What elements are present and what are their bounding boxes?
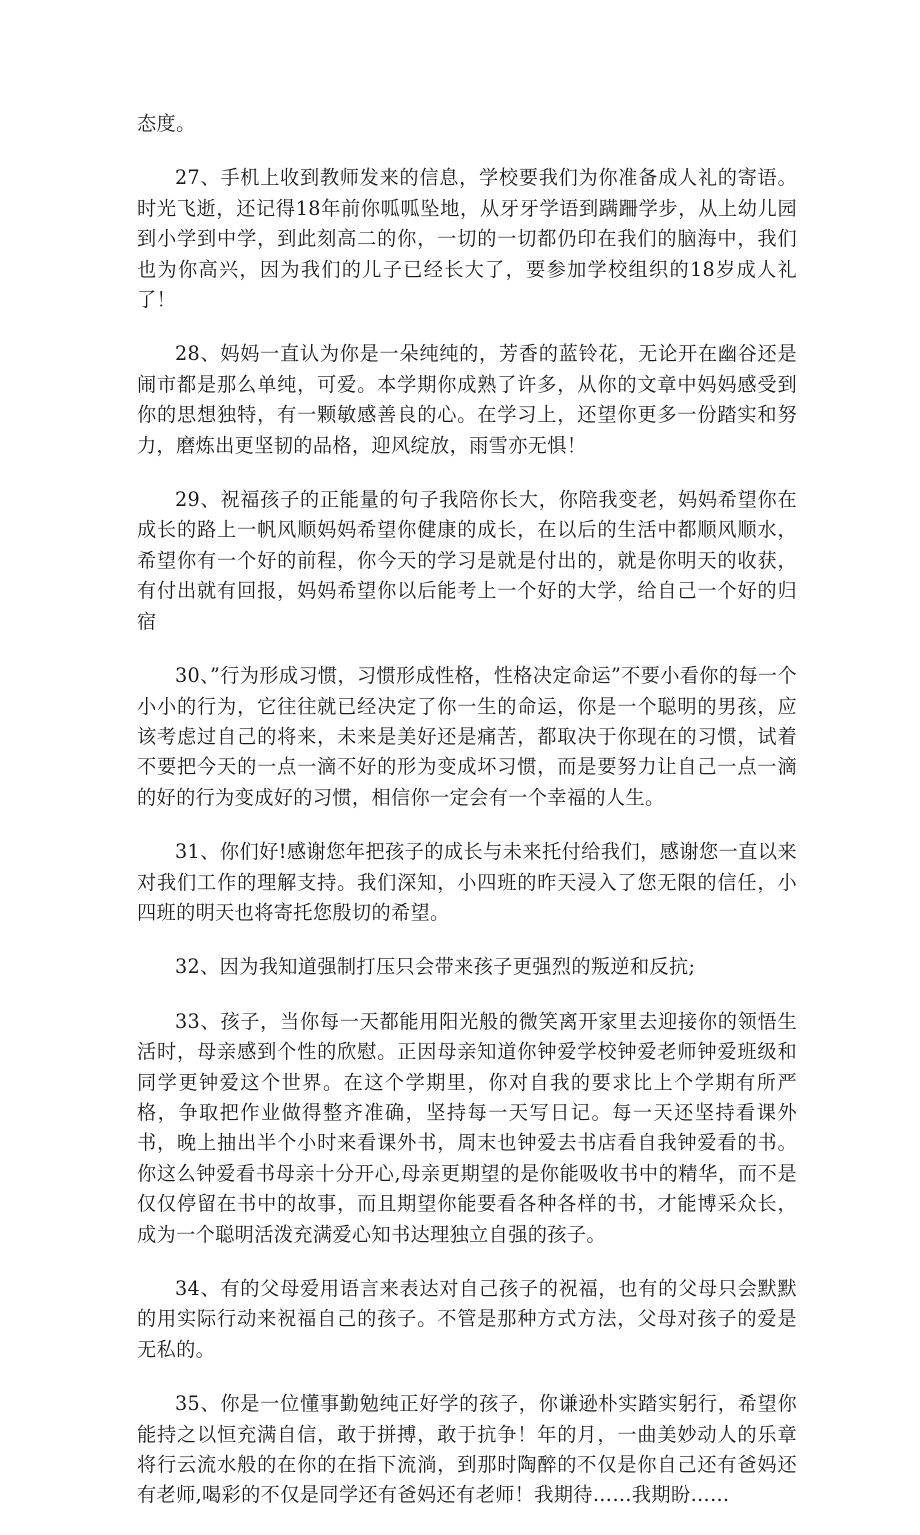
paragraph-31: 31、你们好!感谢您年把孩子的成长与未来托付给我们，感谢您一直以来对我们工作的理解支持。我们深知，小四班的昨天浸入了您无限的信任，小四班的明天也将寄托您殷切的希望。 [137,840,797,924]
paragraph-29: 29、祝福孩子的正能量的句子我陪你长大，你陪我变老，妈妈希望你在成长的路上一帆风顺妈妈希望你健康的成长，在以后的生活中都顺风顺水，希望你有一个好的前程，你今天的学习是就是付出的，就是你明天的收获，有付出就有回报，妈妈希望你以后能考上一个好的大学，给自己一个好的归宿 [137,488,797,633]
paragraph-27: 27、手机上收到教师发来的信息，学校要我们为你准备成人礼的寄语。时光飞逝，还记得18年前你呱呱坠地，从牙牙学语到蹒跚学步，从上幼儿园到小学到中学，到此刻高二的你，一切的一切都仍印在我们的脑海中，我们也为你高兴，因为我们的儿子已经长大了，要参加学校组织的18岁成人礼了！ [137,166,797,312]
paragraph-34: 34、有的父母爱用语言来表达对自己孩子的祝福，也有的父母只会默默的用实际行动来祝福自己的孩子。不管是那种方式方法，父母对孩子的爱是无私的。 [137,1277,797,1361]
paragraph-28: 28、妈妈一直认为你是一朵纯纯的，芳香的蓝铃花，无论开在幽谷还是闹市都是那么单纯，可爱。本学期你成熟了许多，从你的文章中妈妈感受到你的思想独特，有一颗敏感善良的心。在学习上，还望你更多一份踏实和努力，磨炼出更坚韧的品格，迎风绽放，雨雪亦无惧！ [137,342,797,457]
paragraph-30: 30、”行为形成习惯，习惯形成性格，性格决定命运”不要小看你的每一个小小的行为，它往往就已经决定了你一生的命运，你是一个聪明的男孩，应该考虑过自己的将来，未来是美好还是痛苦，都取决于你现在的习惯，试着不要把今天的一点一滴不好的形为变成坏习惯，而是要努力让自己一点一滴的好的行为变成好的习惯，相信你一定会有一个幸福的人生。 [137,664,797,809]
paragraph-32: 32、因为我知道强制打压只会带来孩子更强烈的叛逆和反抗; [175,955,696,979]
paragraph-35: 35、你是一位懂事勤勉纯正好学的孩子，你谦逊朴实踏实躬行，希望你能持之以恒充满自信，敢于拼搏，敢于抗争！年的月，一曲美妙动人的乐章将行云流水般的在你的在指下流淌，到那时陶醉的不仅是你自己还有爸妈还有老师,喝彩的不仅是同学还有爸妈还有老师！我期待……我期盼…… [137,1392,797,1507]
paragraph-33: 33、孩子，当你每一天都能用阳光般的微笑离开家里去迎接你的领悟生活时，母亲感到个性的欣慰。正因母亲知道你钟爱学校钟爱老师钟爱班级和同学更钟爱这个世界。在这个学期里，你对自我的要求比上个学期有所严格，争取把作业做得整齐准确，坚持每一天写日记。每一天还坚持看课外书，晚上抽出半个小时来看课外书，周末也钟爱去书店看自我钟爱看的书。你这么钟爱看书母亲十分开心,母亲更期望的是你能吸收书中的精华，而不是仅仅停留在书中的故事，而且期望你能要看各种各样的书，才能博采众长，成为一个聪明活泼充满爱心知书达理独立自强的孩子。 [137,1009,797,1246]
paragraph-continuation: 态度。 [137,112,196,135]
document-body [137,109,797,1535]
